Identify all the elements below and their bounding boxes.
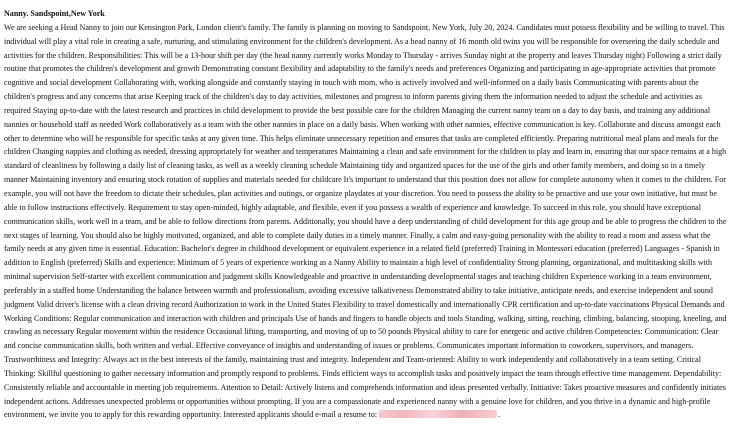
closing-period: . [498, 410, 501, 420]
posting-body [4, 21, 730, 422]
job-posting [4, 7, 730, 422]
posting-title: Nanny. Sandspoint,New York [4, 9, 105, 18]
posting-body-text: We are seeking a Head Nanny to join our Kensington Park, London client's family. The family is planning on moving to Sandspoint, New York, July 20, 2024. Candidates must possess flexibility and be willing to travel. This individual will play a vital role in creating a safe, nurturing, and stimulating environment for the children's development. As a head nanny of 16 month old twins you will be responsible for overseeing the daily schedule and activities for the children. Responsibilities: This will be a 13-hour shift per day (the head nanny currently works Monday to Thursday - arrives Sunday night at the property and leaves Thursday night) Following a strict daily routine that promotes the children's development and growth Demonstrating constant flexibility and adaptability to the family's needs and preferences Organizing and participating in age-appropriate activities that promote cognitive and social development Collaborating with, working alongside and constantly staying in touch with mom, who is actively involved and well-informed on a daily basis Communicating with parents about the children's progress and any concerns that arise Keeping track of the children's day to day activities, milestones and progress to inform parents giving them the information needed to adjust the schedule and activities as required Staying up-to-date with the latest research and practices in child development to provide the best possible care for the children Managing the current nanny team on a day to day basis, and training any additional nannies or household staff as needed Work collaboratively as a team with the other nannies in place on a daily basis. When working with other nannies, effective communication is key. Collaborate and discuss amongst each other to determine who will be responsible for specific tasks at any given time. This helps eliminate unnecessary repetition and ensures that tasks are completed efficiently. Preparing nutritional meal plans and meals for the children Changing nappies and clothing as needed, dressing appropriately for weather and temperatures Maintaining a clean and safe environment for the children to play and learn in, ensuring that our space remains at a high standard of cleanliness by following a daily list of cleaning tasks, as well as a weekly cleaning schedule Maintaining tidy and organized spaces for the use of the girls and other family members, and doing so in a timely manner Maintaining inventory and ensuring stock rotation of supplies and materials needed for childcare It's important to understand that this position does not allow for complete autonomy when it comes to the children. For example, you will not have the freedom to dictate their schedules, plan activities and outings, or organize playdates at your discretion. You need to possess the ability to be proactive and use your own initiative, but must be able to follow instructions effectively. Requirement to stay open-minded, highly adaptable, and flexible, even if you possess a wealth of experience and knowledge. To succeed in this role, you should have exceptional communication skills, work well in a team, and be able to follow directions from parents. Additionally, you should have a deep understanding of child development for this age group and be able to progress the children to the next stages of learning. You should also be highly motivated, organized, and able to complete daily duties in a timely manner. Finally, a calm and easy-going personality with the ability to read a room and assess what the family needs at any given time is essential. Education: Bachelor's degree in childhood development or equivalent experience in a related field (preferred) Training in Montessori education (preferred) Languages - Spanish in addition to English (preferred) Skills and experience: Minimum of 5 years of experience working as a Nanny Ability to maintain a high level of confidentiality Strong planning, organizational, and multitasking skills with minimal supervision Self-starter with excellent communication and judgment skills Knowledgeable and proactive in understanding developmental stages and teaching children Experience working in a team environment, preferably in a staffed home Understanding the balance between warmth and professionalism, avoiding excessive talkativeness Demonstrated ability to take initiative, anticipate needs, and exercise independent and sound judgment Valid driver's license with a clean driving record Authorization to work in the United States Flexibility to travel domestically and internationally CPR certification and up-to-date vaccinations Physical Demands and Working Conditions: Regular communication and interaction with children and principals Use of hands and fingers to handle objects and tools Standing, walking, sitting, reaching, climbing, balancing, stooping, kneeling, and crawling as necessary Regular movement within the residence Occasional lifting, transporting, and moving of up to 50 pounds Physical ability to care for energetic and active children Competencies: Communication: Clear and concise communication skills, both written and verbal. Effective conveyance of insights and understanding of issues or problems. Communicates important information to coworkers, supervisors, and managers. Trustworthiness and Integrity: Always act in the best interests of the family, maintaining trust and integrity. Independent and Team-oriented: Ability to work independently and collaboratively in a team setting. Critical Thinking: Skillful questioning to gather necessary information and promptly respond to problems. Finds efficient ways to accomplish tasks and positively impact the team through effective time management. Dependability: Consistently reliable and accountable in meeting job requirements. Attention to Detail: Actively listens and comprehends information and ideas presented verbally. Initiative: Takes proactive measures and confidently initiates independent actions. Addresses unexpected problems or opportunities without prompting. If you are a compassionate and experienced nanny with a genuine love for children, and you thrive in a dynamic and high-profile environment, we invite you to apply for this rewarding opportunity. Interested applicants should e-mail a resume to: [4, 22, 727, 420]
redacted-email-block [379, 410, 497, 418]
